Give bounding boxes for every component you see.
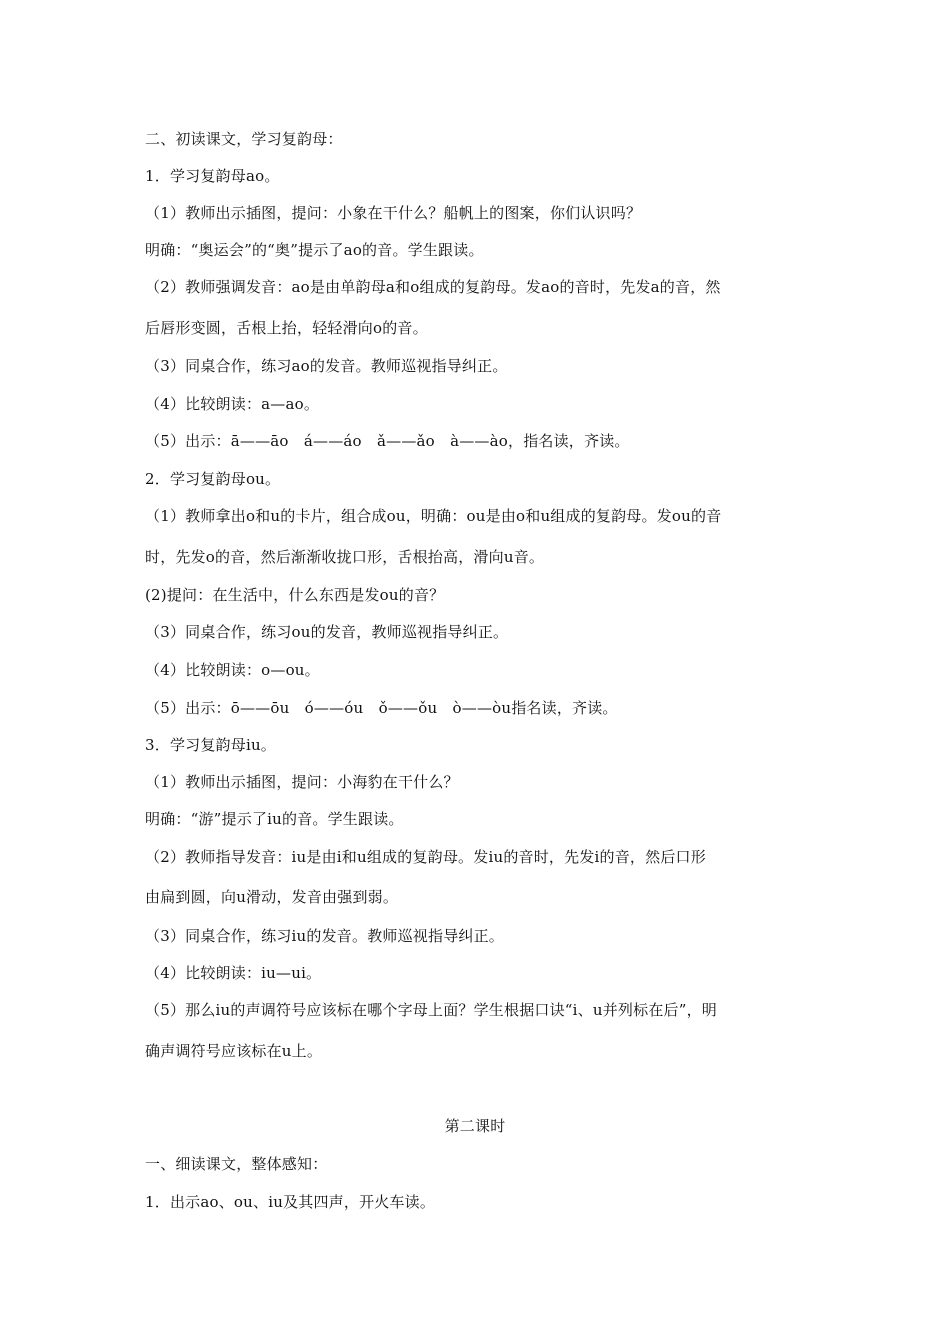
text-line: （1）教师出示插图，提问：小海豹在干什么？	[145, 773, 459, 791]
section-heading: 第二课时	[444, 1117, 506, 1135]
text-line: （5）出示：ā——āo á——áo ǎ——ǎo à——ào，指名读，齐读。	[145, 432, 630, 450]
text-line: 明确：“奥运会”的“奥”提示了ao的音。学生跟读。	[145, 241, 484, 259]
text-line: (2)提问：在生活中，什么东西是发ou的音？	[145, 586, 445, 604]
text-line: （2）教师强调发音：ao是由单韵母a和o组成的复韵母。发ao的音时，先发a的音，然	[145, 278, 721, 296]
text-line: （4）比较朗读：o—ou。	[145, 661, 320, 679]
text-line: （5）出示：ō——ōu ó——óu ǒ——ǒu ò——òu指名读，齐读。	[145, 699, 618, 717]
text-line: （4）比较朗读：a—ao。	[145, 395, 320, 413]
text-line: （1）教师出示插图，提问：小象在干什么？船帆上的图案，你们认识吗？	[145, 204, 642, 222]
text-line: 时，先发o的音，然后渐渐收拢口形，舌根抬高，滑向u音。	[145, 548, 545, 566]
text-line: 由扁到圆，向u滑动，发音由强到弱。	[145, 888, 399, 906]
text-line: （2）教师指导发音：iu是由i和u组成的复韵母。发iu的音时，先发i的音，然后口形	[145, 848, 706, 866]
text-line: （3）同桌合作，练习ao的发音。教师巡视指导纠正。	[145, 357, 508, 375]
text-line: （5）那么iu的声调符号应该标在哪个字母上面？学生根据口诀“i、u并列标在后”，明	[145, 1001, 717, 1019]
text-line: （1）教师拿出o和u的卡片，组合成ou，明确：ou是由o和u组成的复韵母。发ou的音	[145, 507, 722, 525]
heading-line: 一、细读课文，整体感知：	[145, 1155, 328, 1173]
text-line: 确声调符号应该标在u上。	[145, 1042, 323, 1060]
text-line: （3）同桌合作，练习iu的发音。教师巡视指导纠正。	[145, 927, 505, 945]
text-line: 后唇形变圆，舌根上抬，轻轻滑向o的音。	[145, 319, 428, 337]
text-line: 明确：“游”提示了iu的音。学生跟读。	[145, 810, 404, 828]
text-line: （4）比较朗读：iu—ui。	[145, 964, 322, 982]
text-line: 3．学习复韵母iu。	[145, 736, 277, 754]
text-line: 2．学习复韵母ou。	[145, 470, 281, 488]
text-line: （3）同桌合作，练习ou的发音，教师巡视指导纠正。	[145, 623, 509, 641]
text-line: 1．学习复韵母ao。	[145, 167, 280, 185]
heading-line: 二、初读课文，学习复韵母：	[145, 130, 343, 148]
text-line: 1．出示ao、ou、iu及其四声，开火车读。	[145, 1193, 436, 1211]
